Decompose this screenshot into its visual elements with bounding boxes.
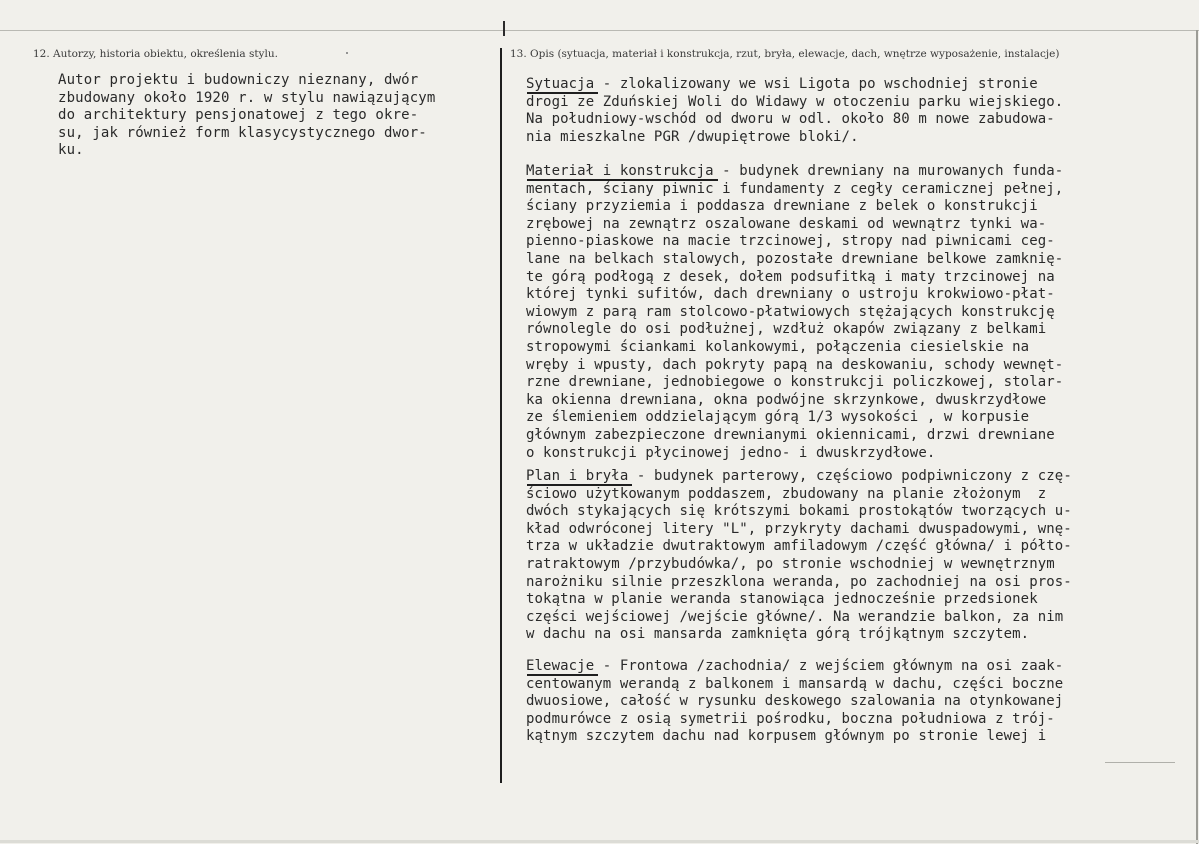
paragraph-elevations bbox=[526, 658, 1063, 746]
plan-first-line: - budynek parterowy, częściowo podpiwniczony z czę- bbox=[628, 468, 1072, 484]
page-top-edge bbox=[0, 30, 1199, 31]
section-12-header: 12. Autorzy, historia obiektu, określenia stylu. bbox=[33, 48, 278, 60]
ink-dot bbox=[346, 52, 348, 54]
authors-history-text: Autor projektu i budowniczy nieznany, dwór zbudowany około 1920 r. w stylu nawiązującym do architektury pensjonatowej z tego okre- su, jak również form klasycystycznego dwor- ku. bbox=[58, 72, 436, 158]
elevations-first-line: - Frontowa /zachodnia/ z wejściem głównym na osi zaak- bbox=[594, 658, 1064, 674]
material-first-line: - budynek drewniany na murowanych funda- bbox=[713, 163, 1064, 179]
column-tick-mark bbox=[503, 21, 505, 36]
section-13-header: 13. Opis (sytuacja, materiał i konstrukcja, rzut, bryła, elewacje, dach, wnętrze wyposażenie, instalacje) bbox=[510, 48, 1060, 60]
heading-elevations: Elewacje bbox=[526, 658, 595, 674]
paragraph-material-construction bbox=[526, 163, 1063, 462]
faint-rule bbox=[1105, 762, 1175, 763]
situation-first-line: - zlokalizowany we wsi Ligota po wschodniej stronie bbox=[594, 76, 1038, 92]
column-divider bbox=[500, 48, 502, 783]
situation-body: drogi ze Zduńskiej Woli do Widawy w otoczeniu parku wiejskiego. Na południowy-wschód od dworu w odl. około 80 m nowe zabudowa- nia mieszkalne PGR /dwupiętrowe bloki/. bbox=[526, 93, 1064, 145]
paragraph-situation bbox=[526, 76, 1063, 146]
page-right-edge bbox=[1196, 30, 1198, 844]
heading-situation: Sytuacja bbox=[526, 76, 595, 92]
plan-body: ściowo użytkowanym poddaszem, zbudowany na planie złożonym z dwóch stykających się krótszymi bokami prostokątów tworzących u- kład odwróconej litery "L", przykryty dachami dwuspadowymi, wnę- trza w układzie dwutraktowym amfiladowym /część główna/ i półto- ratraktowym /przybudówka/, po stronie wschodniej w wewnętrznym narożniku silnie przeszklona weranda, po zachodniej na osi pros- tokątna w planie weranda stanowiąca jednocześnie przedsionek części wejściowej /wejście główne/. Na werandzie balkon, za nim w dachu na osi mansarda zamknięta górą trójkątnym szczytem. bbox=[526, 485, 1072, 643]
paragraph-plan-mass bbox=[526, 468, 1072, 644]
material-body: mentach, ściany piwnic i fundamenty z cegły ceramicznej pełnej, ściany przyziemia i poddasza drewniane z belek o konstrukcji zrębowej na zewnątrz oszalowane deskami od wewnątrz tynki wa- pienno-piaskowe na macie trzcinowej, stropy nad piwnicami ceg- lane na belkach stalowych, pozostałe drewniane belkowe zamknię- te górą podłogą z desek, dołem podsufitką i maty trzcinowej na której tynki sufitów, dach drewniany o ustroju krokwiowo-płat- wiowym z parą ram stolcowo-płatwiowych stężających konstrukcję równolegle do osi podłużnej, wzdłuż okapów związany z belkami stropowymi ściankami kolankowymi, połączenia ciesielskie na wręby i wpusty, dach pokryty papą na deskowaniu, schody wewnęt- rzne drewniane, jednobiegowe o konstrukcji policzkowej, stolar- ka okienna drewniana, okna podwójne skrzynkowe, dwuskrzydłowe ze ślemieniem oddzielającym górą 1/3 wysokości , w korpusie głównym zabezpieczone drewnianymi okiennicami, drzwi drewniane o konstrukcji płycinowej jedno- i dwuskrzydłowe. bbox=[526, 180, 1064, 461]
page-bottom-edge bbox=[0, 840, 1199, 843]
elevations-body: centowanym werandą z balkonem i mansardą w dachu, części boczne dwuosiowe, całość w rysunku deskowego szalowania na otynkowanej podmurówce z osią symetrii pośrodku, boczna południowa z trój- kątnym szczytem dachu nad korpusem głównym po stronie lewej i bbox=[526, 675, 1064, 745]
heading-plan-mass: Plan i bryła bbox=[526, 468, 629, 484]
heading-material-construction: Materiał i konstrukcja bbox=[526, 163, 714, 179]
